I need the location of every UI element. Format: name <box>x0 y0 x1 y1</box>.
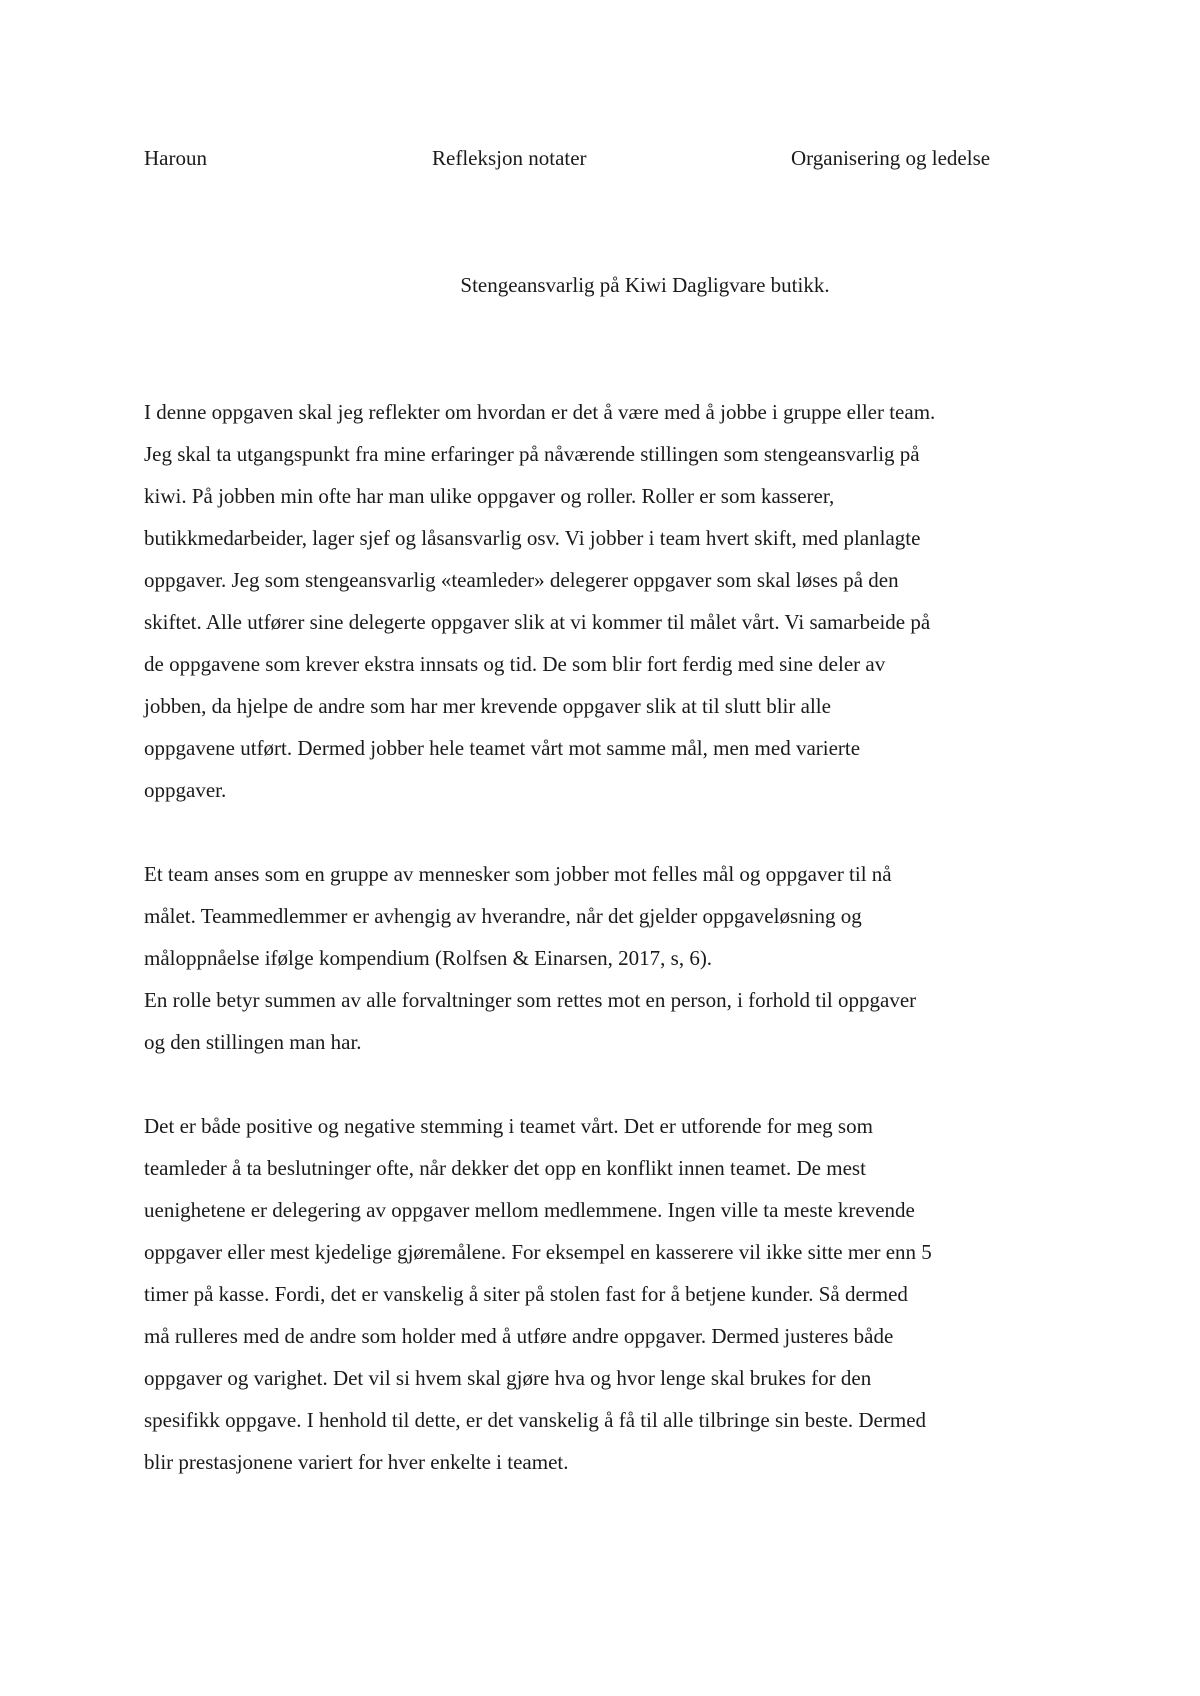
paragraph-line: jobben, da hjelpe de andre som har mer krevende oppgaver slik at til slutt blir alle <box>144 694 831 718</box>
header-course: Organisering og ledelse <box>791 146 991 170</box>
paragraph-line: En rolle betyr summen av alle forvaltninger som rettes mot en person, i forhold til oppgaver <box>144 988 917 1012</box>
paragraph-line: oppgaver. Jeg som stengeansvarlig «teamleder» delegerer oppgaver som skal løses på den <box>144 568 899 592</box>
paragraph-line: skiftet. Alle utfører sine delegerte oppgaver slik at vi kommer til målet vårt. Vi samarbeide på <box>144 610 931 634</box>
paragraph-1 <box>144 391 1074 811</box>
paragraph-line: oppgavene utført. Dermed jobber hele teamet vårt mot samme mål, men med varierte <box>144 736 861 760</box>
paragraph-line: Jeg skal ta utgangspunkt fra mine erfaringer på nåværende stillingen som stengeansvarlig på <box>144 442 920 466</box>
paragraph-line: de oppgavene som krever ekstra innsats og tid. De som blir fort ferdig med sine deler av <box>144 652 886 676</box>
document-subtitle: Stengeansvarlig på Kiwi Dagligvare butikk. <box>460 273 830 297</box>
paragraph-line: må rulleres med de andre som holder med å utføre andre oppgaver. Dermed justeres både <box>144 1324 894 1348</box>
paragraph-line: oppgaver. <box>144 778 227 802</box>
paragraph-line: spesifikk oppgave. I henhold til dette, er det vanskelig å få til alle tilbringe sin beste. Dermed <box>144 1408 927 1432</box>
paragraph-line: kiwi. På jobben min ofte har man ulike oppgaver og roller. Roller er som kasserer, <box>144 484 835 508</box>
paragraph-line: I denne oppgaven skal jeg reflekter om hvordan er det å være med å jobbe i gruppe eller team. <box>144 400 936 424</box>
paragraph-line: Et team anses som en gruppe av mennesker som jobber mot felles mål og oppgaver til nå <box>144 862 892 886</box>
document-header <box>0 146 1200 176</box>
paragraph-line: og den stillingen man har. <box>144 1030 362 1054</box>
paragraph-line: butikkmedarbeider, lager sjef og låsansvarlig osv. Vi jobber i team hvert skift, med planlagte <box>144 526 921 550</box>
paragraph-line: målet. Teammedlemmer er avhengig av hverandre, når det gjelder oppgaveløsning og <box>144 904 862 928</box>
paragraph-line: Det er både positive og negative stemming i teamet vårt. Det er utforende for meg som <box>144 1114 873 1138</box>
header-title: Refleksjon notater <box>432 146 587 170</box>
paragraph-line: måloppnåelse ifølge kompendium (Rolfsen & Einarsen, 2017, s, 6). <box>144 946 713 970</box>
header-author: Haroun <box>144 146 207 170</box>
paragraph-line: blir prestasjonene variert for hver enkelte i teamet. <box>144 1450 569 1474</box>
paragraph-line: uenighetene er delegering av oppgaver mellom medlemmene. Ingen ville ta meste krevende <box>144 1198 915 1222</box>
paragraph-3 <box>144 1105 1074 1483</box>
paragraph-line: teamleder å ta beslutninger ofte, når dekker det opp en konflikt innen teamet. De mest <box>144 1156 866 1180</box>
paragraph-2 <box>144 853 1074 1063</box>
paragraph-line: timer på kasse. Fordi, det er vanskelig å siter på stolen fast for å betjene kunder. Så dermed <box>144 1282 908 1306</box>
paragraph-line: oppgaver og varighet. Det vil si hvem skal gjøre hva og hvor lenge skal brukes for den <box>144 1366 872 1390</box>
paragraph-line: oppgaver eller mest kjedelige gjøremålene. For eksempel en kasserere vil ikke sitte mer enn 5 <box>144 1240 932 1264</box>
